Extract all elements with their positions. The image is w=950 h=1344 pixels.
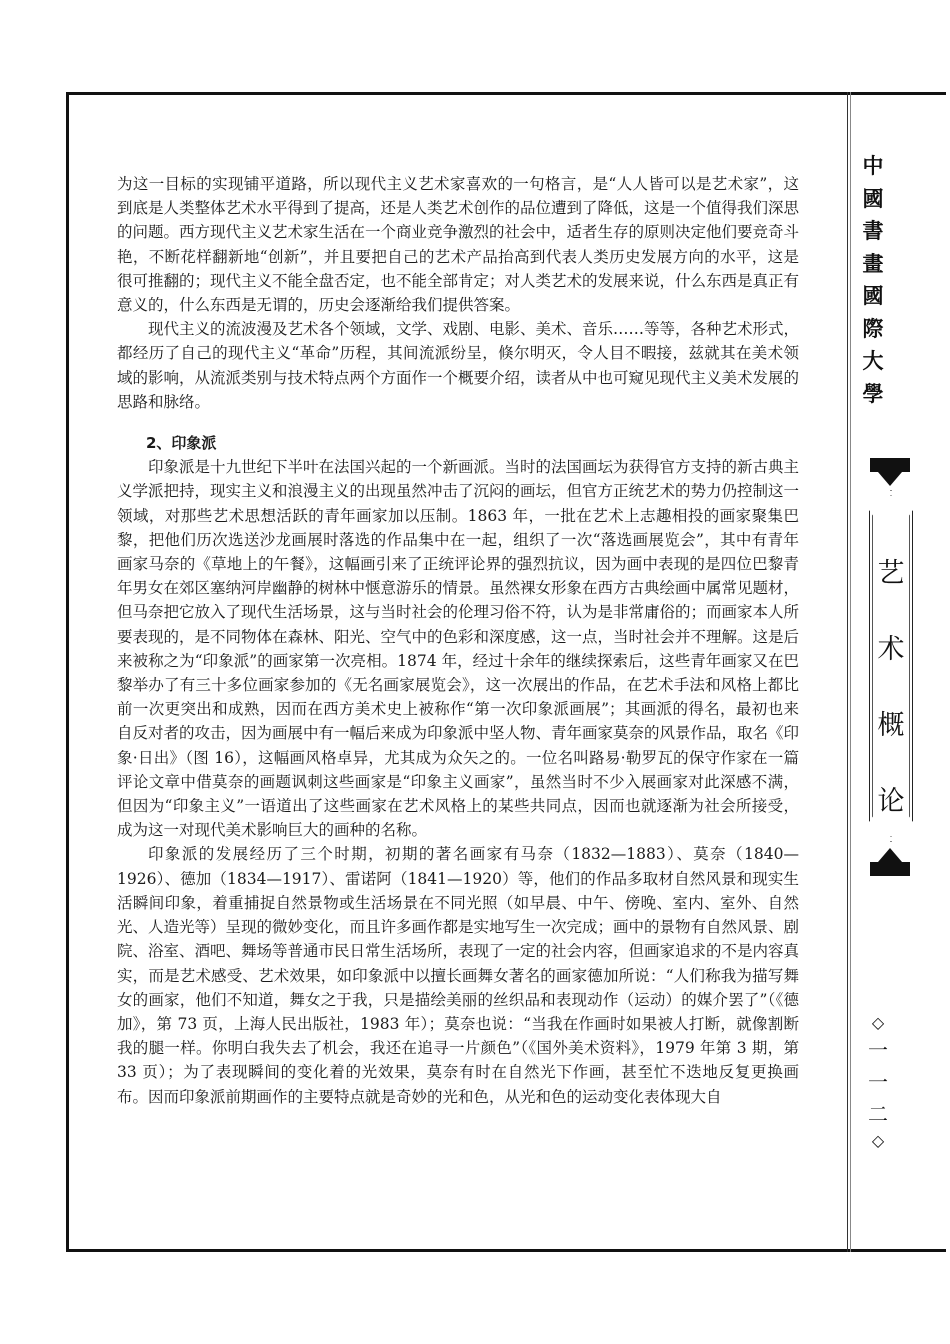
school-char: 際 xyxy=(862,316,884,341)
section-heading: 2、印象派 xyxy=(146,434,217,453)
title-char: 艺 xyxy=(877,558,905,589)
page-number-char: 一 xyxy=(868,1038,888,1062)
title-char: 论 xyxy=(877,786,905,817)
title-char: 概 xyxy=(877,710,905,741)
school-char: 書 xyxy=(862,219,884,243)
paragraph-4: 印象派的发展经历了三个时期，初期的著名画家有马奈（1832—1883）、莫奈（1840—1926）、德加（1834—1917）、雷诺阿（1841—1920）等，他们的作品多取材自然风景和现实生活瞬间印象，着重捕捉自然景物或生活场景在不同光照（如早晨、中午、傍晚、室内、室外、自然光、人造光等）呈现的微妙变化，而且许多画作都是实地写生一次完成；画中的景物有自然风景、剧院、浴室、酒吧、舞场等普通市民日常生活场所，表现了一定的社会内容，但画家追求的不是内容真实，而是艺术感受、艺术效果，如印象派中以擅长画舞女著名的画家德加所说：“人们称我为描写舞女的画家，他们不知道，舞女之于我，只是描绘美丽的丝织品和表现动作（运动）的媒介罢了”（《德加》，第 73 页，上海人民出版社，1983 年）；莫奈也说：“当我在作画时如果被人打断，就像割断我的腿一样。你明白我失去了机会，我还在追寻一片颜色”（《国外美术资料》，1979 年第 3 期，第 33 页）；为了表现瞬间的变化着的光效果，莫奈有时在自然光下作画，甚至忙不迭地反复更换画布。因而印象派前期画作的主要特点就是奇妙的光和色，从光和色的运动变化表体现大自 xyxy=(117,845,800,1106)
diamond-icon: ◇ xyxy=(871,1013,885,1032)
title-ornament-top xyxy=(870,458,910,472)
paragraph-3: 印象派是十九世纪下半叶在法国兴起的一个新画派。当时的法国画坛为获得官方支持的新古典主义学派把持，现实主义和浪漫主义的出现虽然冲击了沉闷的画坛，但官方正统艺术的势力仍控制这一领域，对那些艺术思想活跃的青年画家加以压制。1863 年，一批在艺术上志趣相投的画家聚集巴黎，把他们历次选送沙龙画展时落选的作品集中在一起，组织了一次“落选画展览会”，其中有青年画家马奈的《草地上的午餐》，这幅画引来了正统评论界的强烈抗议，因为画中表现的是四位巴黎青年男女在郊区塞纳河岸幽静的树林中惬意游乐的情景。虽然裸女形象在西方古典绘画中属常见题材，但马奈把它放入了现代生活场景，这与当时社会的伦理习俗不符，认为是非常庸俗的；而画家本人所要表现的，是不同物体在森林、阳光、空气中的色彩和深度感，这一点，当时社会并不理解。这是后来被称之为“印象派”的画家第一次亮相。1874 年，经过十余年的继续探索后，这些青年画家又在巴黎举办了有三十多位画家参加的《无名画家展览会》，这一次展出的作品，在艺术手法和风格上都比前一次更突出和成熟，因而在西方美术史上被称作“第一次印象派画展”；其画派的得名，最初也来自反对者的攻击，因为画展中有一幅后来成为印象派中坚人物、青年画家莫奈的风景作品，取名《印象·日出》（图 16），这幅画风格卓异，尤其成为众矢之的。一位名叫路易·勒罗瓦的保守作家在一篇评论文章中借莫奈的画题讽刺这些画家是“印象主义画家”，虽然当时不少入展画家对此深感不满，但因为“印象主义”一语道出了这些画家在艺术风格上的某些共同点，因而也就逐渐为社会所接受，成为这一对现代美术影响巨大的画种的名称。 xyxy=(117,458,800,840)
book-title xyxy=(875,536,907,840)
main-text xyxy=(117,172,799,1109)
title-ornament-bottom-notch xyxy=(878,848,902,862)
title-ornament-top-notch xyxy=(878,472,902,486)
school-name xyxy=(861,150,885,410)
page-number-char: 二 xyxy=(868,1102,888,1126)
school-char: 國 xyxy=(862,186,884,211)
school-char: 大 xyxy=(862,349,884,373)
paragraph-2: 现代主义的流波漫及艺术各个领域，文学、戏剧、电影、美术、音乐……等等，各种艺术形式，都经历了自己的现代主义“革命”历程，其间流派纷呈，倏尔明灭，令人目不暇接，兹就其在美术领域的影响，从流派类别与技术特点两个方面作一个概要介绍，读者从中也可窥见现代主义美术发展的思路和脉络。 xyxy=(117,320,800,411)
title-ornament-bottom xyxy=(870,862,910,876)
sidebar-divider xyxy=(847,92,848,1252)
school-char: 中 xyxy=(862,154,884,178)
page-number xyxy=(863,1012,893,1152)
diamond-icon: ◇ xyxy=(871,1131,885,1150)
title-char: 术 xyxy=(877,634,905,665)
sidebar-divider-inner xyxy=(850,92,851,1252)
school-char: 學 xyxy=(862,381,884,406)
page-number-char: 一 xyxy=(868,1070,888,1094)
school-char: 畫 xyxy=(862,251,884,276)
paragraph-1: 为这一目标的实现铺平道路，所以现代主义艺术家喜欢的一句格言，是“人人皆可以是艺术家”，这到底是人类整体艺术水平得到了提高，还是人类艺术创作的品位遭到了降低，这是一个值得我们深思的问题。西方现代主义艺术家生活在一个商业竞争激烈的社会中，适者生存的原则决定他们要竞奇斗艳，不断花样翻新地“创新”，并且要把自己的艺术产品抬高到代表人类历史发展方向的水平，这是很可推翻的；现代主义不能全盘否定，也不能全部肯定；对人类艺术的发展来说，什么东西是真正有意义的，什么东西是无谓的，历史会逐渐给我们提供答案。 xyxy=(117,175,800,315)
school-char: 國 xyxy=(862,284,884,308)
